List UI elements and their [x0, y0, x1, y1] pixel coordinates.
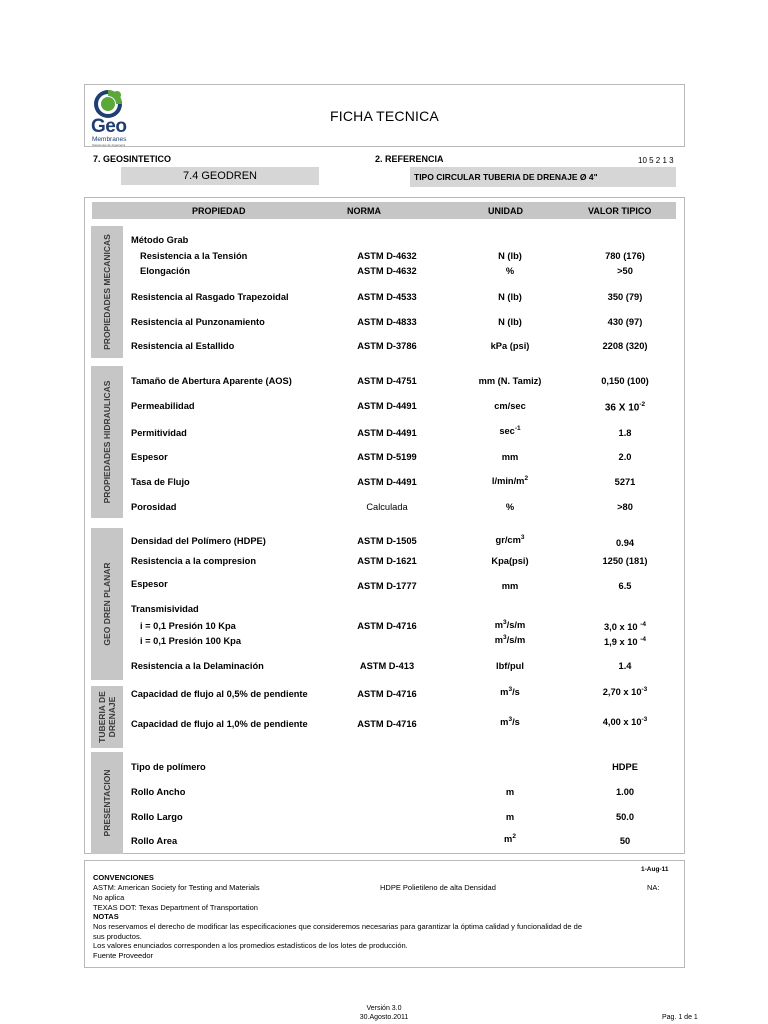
- row-norma: ASTM D-4716: [357, 621, 417, 631]
- row-unidad: m: [505, 812, 515, 822]
- row-propiedad: Tasa de Flujo: [131, 477, 190, 487]
- referencia-value: TIPO CIRCULAR TUBERIA DE DRENAJE Ø 4": [414, 172, 598, 182]
- row-unidad: cm/sec: [494, 401, 526, 411]
- note-3: Fuente Proveedor: [93, 951, 154, 960]
- row-propiedad: Rollo Largo: [131, 812, 183, 822]
- table-row: [0, 266, 768, 280]
- table-row: [0, 636, 768, 650]
- row-valor: 50: [619, 836, 631, 846]
- row-norma: ASTM D-4716: [357, 689, 417, 699]
- footer-date: 1-Aug-11: [641, 866, 669, 873]
- version-date: 30.Agosto.2011: [359, 1014, 409, 1021]
- row-propiedad: Permitividad: [131, 428, 187, 438]
- row-propiedad: Espesor: [131, 452, 168, 462]
- row-propiedad: Espesor: [131, 579, 168, 589]
- row-valor: 0.94: [615, 538, 635, 548]
- no-aplica-note: No aplica: [93, 893, 125, 902]
- row-valor: >50: [617, 266, 633, 276]
- row-norma: ASTM D-3786: [357, 341, 417, 351]
- row-valor: 36 X $10^{-2}$: [604, 401, 646, 414]
- table-row: [0, 661, 768, 675]
- table-row: [0, 621, 768, 635]
- reference-code: 10 5 2 1 3: [638, 156, 674, 165]
- geosintetico-value: 7.4 GEODREN: [183, 170, 257, 182]
- row-propiedad: Rollo Area: [131, 836, 178, 846]
- row-unidad: $l/\min/m^2$: [491, 475, 529, 487]
- row-propiedad: Resistencia al Punzonamiento: [131, 317, 265, 327]
- logo-word: Geo: [91, 116, 127, 137]
- row-valor: 350 (79): [607, 292, 643, 302]
- row-valor: 2,70 x $10^{-3}$: [602, 686, 648, 698]
- table-row: [0, 579, 768, 593]
- row-valor: 2208 (320): [602, 341, 648, 351]
- footer-box: [84, 860, 685, 968]
- row-unidad: mm: [501, 452, 519, 462]
- table-row: [0, 425, 768, 442]
- row-unidad: mm (N. Tamiz): [478, 376, 542, 386]
- row-propiedad: Rollo Ancho: [131, 787, 186, 797]
- row-valor: 4,00 x $10^{-3}$: [602, 716, 648, 728]
- col-unidad: UNIDAD: [488, 206, 523, 216]
- table-row: [0, 292, 768, 306]
- hdpe-note: HDPE Polietileno de alta Densidad: [380, 883, 496, 892]
- row-unidad: $m^3/s$: [500, 686, 520, 698]
- row-valor: HDPE: [612, 762, 638, 772]
- row-norma: ASTM D-4491: [357, 477, 417, 487]
- row-valor: 6.5: [618, 581, 632, 591]
- row-valor: 3,0 x 10 $^{-4}$: [604, 621, 646, 633]
- row-propiedad: Capacidad de flujo al 1,0% de pendiente: [131, 719, 308, 729]
- row-unidad: kPa (psi): [490, 341, 530, 351]
- row-valor: 5271: [614, 477, 636, 487]
- row-norma: ASTM D-4716: [357, 719, 417, 729]
- row-valor: 2.0: [618, 452, 632, 462]
- row-unidad: %: [505, 502, 515, 512]
- row-valor: 430 (97): [607, 317, 643, 327]
- row-norma: ASTM D-1505: [357, 536, 417, 546]
- table-row: [0, 686, 768, 703]
- row-propiedad: Porosidad: [131, 502, 177, 512]
- row-norma: ASTM D-413: [359, 661, 415, 671]
- row-valor: 1.4: [618, 661, 632, 671]
- row-propiedad: Tipo de polímero: [131, 762, 206, 772]
- table-row: [0, 762, 768, 776]
- col-propiedad: PROPIEDAD: [192, 206, 246, 216]
- table-row: [0, 812, 768, 826]
- row-valor: 1250 (181): [602, 556, 648, 566]
- referencia-label: 2. REFERENCIA: [375, 154, 444, 164]
- document-title: FICHA TECNICA: [330, 108, 439, 124]
- group-label-geo-dren: GEO DREN PLANAR: [102, 562, 112, 646]
- note-2: Los valores enunciados corresponden a los promedios estadísticos de los lotes de producción.: [93, 941, 408, 950]
- row-propiedad: Elongación: [140, 266, 191, 276]
- row-unidad: N (lb): [498, 317, 522, 327]
- logo-tagline: Soluciones de Ingeniería: [92, 143, 126, 147]
- row-norma: ASTM D-4533: [357, 292, 417, 302]
- row-propiedad: Tamaño de Abertura Aparente (AOS): [131, 376, 292, 386]
- row-valor: 1.00: [615, 787, 635, 797]
- row-propiedad: i = 0,1 Presión 100 Kpa: [140, 636, 242, 646]
- row-unidad: $m^3/s$: [500, 716, 520, 728]
- row-propiedad: Resistencia a la Delaminación: [131, 661, 264, 671]
- row-norma: ASTM D-4833: [357, 317, 417, 327]
- row-norma: ASTM D-4632: [357, 266, 417, 276]
- group-label-presentacion: PRESENTACION: [102, 769, 112, 837]
- col-valor: VALOR TIPICO: [588, 206, 652, 216]
- row-propiedad: Resistencia a la Tensión: [140, 251, 248, 261]
- row-valor: 780 (176): [605, 251, 645, 261]
- row-unidad: N (lb): [498, 251, 522, 261]
- row-propiedad: Resistencia al Rasgado Trapezoidal: [131, 292, 289, 302]
- table-row: [0, 376, 768, 390]
- table-row: [0, 502, 768, 516]
- table-row: [0, 341, 768, 355]
- version-label: Versión 3.0: [366, 1005, 402, 1012]
- row-propiedad: Resistencia a la compresion: [131, 556, 257, 566]
- row-norma: ASTM D-4491: [357, 428, 417, 438]
- row-unidad: lbf/pul: [496, 661, 524, 671]
- note-1: Nos reservamos el derecho de modificar las especificaciones que consideremos necesarias para garantizar la óptima calidad y funcionalidad de de: [93, 922, 583, 931]
- row-valor: 1,9 x 10 $^{-4}$: [604, 636, 646, 648]
- note-1b: sus productos.: [93, 932, 142, 941]
- row-propiedad: Capacidad de flujo al 0,5% de pendiente: [131, 689, 308, 699]
- row-valor: >80: [617, 502, 633, 512]
- group-label-hidraulicas: PROPIEDADES HIDRAULICAS: [102, 380, 112, 504]
- row-unidad: $m^3/s/m$: [494, 619, 526, 631]
- row-norma: ASTM D-4751: [357, 376, 417, 386]
- table-row: [0, 235, 768, 249]
- group-label-tuberia: TUBERIA DE DRENAJE: [97, 691, 117, 743]
- table-row: [0, 604, 768, 618]
- row-unidad: Kpa(psi): [491, 556, 529, 566]
- row-propiedad: Método Grab: [131, 235, 189, 245]
- row-unidad: %: [505, 266, 515, 276]
- table-row: [0, 556, 768, 570]
- row-valor: 50.0: [615, 812, 635, 822]
- row-unidad: $m^2$: [504, 833, 516, 845]
- astm-note: ASTM: American Society for Testing and Materials: [93, 883, 260, 892]
- row-propiedad: i = 0,1 Presión 10 Kpa: [140, 621, 236, 631]
- row-unidad: $gr/cm^3$: [495, 534, 525, 546]
- page-number: Pag. 1 de 1: [662, 1014, 698, 1021]
- table-row: [0, 401, 768, 415]
- row-unidad: m: [505, 787, 515, 797]
- texas-note: TEXAS DOT: Texas Department of Transportation: [93, 903, 258, 912]
- row-unidad: $\sec^{-1}$: [499, 425, 521, 437]
- row-norma: Calculada: [366, 502, 408, 512]
- row-norma: ASTM D-4491: [357, 401, 417, 411]
- table-row: [0, 251, 768, 265]
- row-norma: ASTM D-1777: [357, 581, 417, 591]
- row-propiedad: Resistencia al Estallido: [131, 341, 235, 351]
- table-row: [0, 536, 768, 550]
- row-unidad: N (lb): [498, 292, 522, 302]
- logo-sub: Membranes: [92, 136, 127, 143]
- group-label-mecanicas: PROPIEDADES MECANICAS: [102, 234, 112, 350]
- row-propiedad: Permeabilidad: [131, 401, 195, 411]
- table-row: [0, 477, 768, 491]
- conventions-title: CONVENCIONES: [93, 873, 154, 882]
- row-unidad: mm: [501, 581, 519, 591]
- geosintetico-label: 7. GEOSINTETICO: [93, 154, 172, 164]
- row-valor: 0,150 (100): [601, 376, 649, 386]
- row-norma: ASTM D-5199: [357, 452, 417, 462]
- notes-title: NOTAS: [93, 912, 119, 921]
- row-norma: ASTM D-1621: [357, 556, 417, 566]
- table-row: [0, 452, 768, 466]
- row-propiedad: Densidad del Polímero (HDPE): [131, 536, 266, 546]
- table-row: [0, 716, 768, 733]
- row-valor: 1.8: [618, 428, 632, 438]
- col-norma: NORMA: [347, 206, 381, 216]
- row-propiedad: Transmisividad: [131, 604, 199, 614]
- table-row: [0, 833, 768, 850]
- row-norma: ASTM D-4632: [357, 251, 417, 261]
- na-label: NA:: [647, 883, 660, 892]
- table-row: [0, 787, 768, 801]
- table-row: [0, 317, 768, 331]
- row-unidad: $m^3/s/m$: [494, 634, 526, 646]
